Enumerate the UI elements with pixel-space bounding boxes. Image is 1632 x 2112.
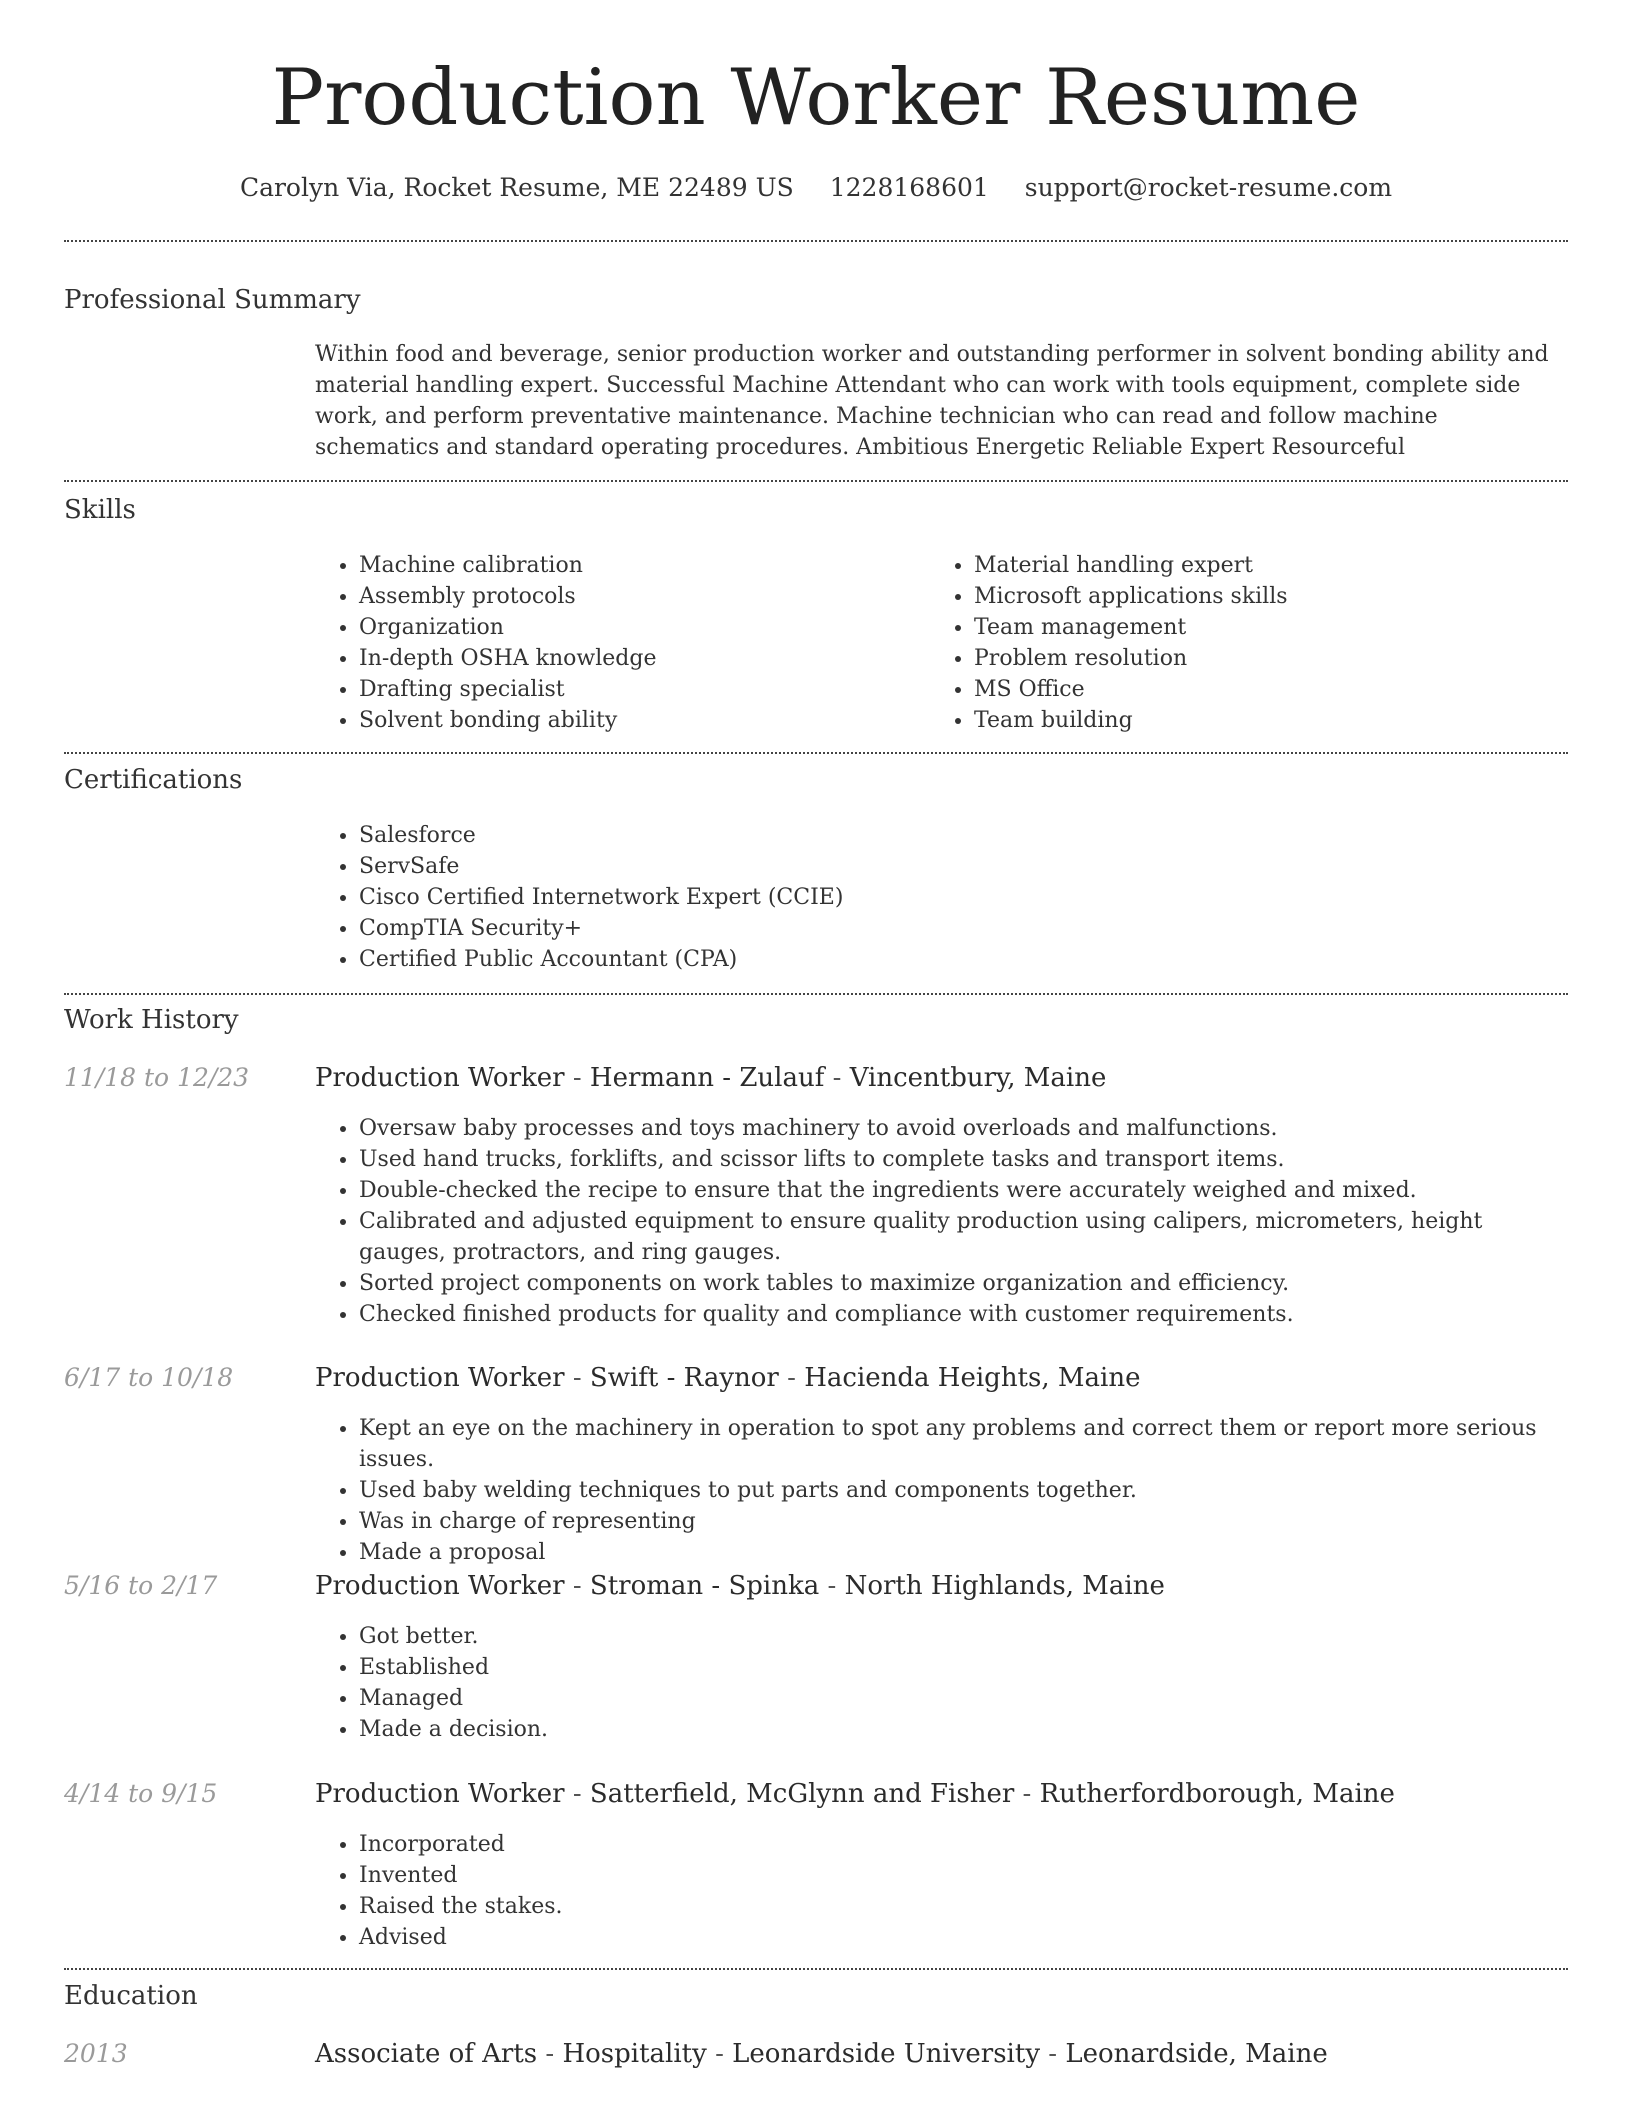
certification-item: • ServSafe: [359, 851, 1559, 882]
job-dates: 5/16 to 2/17: [64, 1571, 218, 1600]
job-title-line: Production Worker - Hermann - Zulauf - Vincentbury, Maine: [315, 1063, 1107, 1093]
contact-phone: 1228168601: [829, 173, 989, 202]
section-divider: [64, 993, 1568, 995]
job-company: Swift - Raynor: [589, 1363, 779, 1393]
summary-text: Within food and beverage, senior production worker and outstanding performer in solvent bonding ability and material handling expert. Successful Machine Attendant who can work with tools equipment, complete side work, and perform preventative maintenance. Machine technician who can read and follow machine schematics and standard operating procedures. Ambitious Energetic Reliable Expert Resourceful: [315, 342, 1549, 460]
job-title: Production Worker: [315, 1363, 565, 1393]
job-bullet: • Invented: [359, 1860, 1539, 1891]
education-heading: Education: [64, 1981, 198, 2011]
certification-item: • Cisco Certified Internetwork Expert (CCIE): [359, 882, 1559, 913]
education-location: Leonardside, Maine: [1065, 2039, 1328, 2069]
education-degree: Associate of Arts: [315, 2039, 538, 2069]
job-bullet: • Established: [359, 1652, 1539, 1683]
job-company: Stroman - Spinka: [589, 1571, 820, 1601]
skill-item: • Microsoft applications skills: [974, 581, 1574, 612]
job-title: Production Worker: [315, 1571, 565, 1601]
contact-line: [0, 170, 1632, 206]
job-bullets: [315, 1413, 1599, 1568]
job-bullets: [315, 1621, 1539, 1745]
job-dates: 11/18 to 12/23: [64, 1063, 250, 1092]
work-history-heading: Work History: [64, 1005, 239, 1035]
skills-heading: Skills: [64, 495, 136, 525]
job-location: Vincentbury, Maine: [849, 1063, 1107, 1093]
job-bullet: • Was in charge of representing: [359, 1506, 1599, 1537]
job-bullets: [315, 1829, 1539, 1953]
job-title: Production Worker: [315, 1779, 565, 1809]
education-year: 2013: [64, 2039, 128, 2068]
job-bullet: • Incorporated: [359, 1829, 1539, 1860]
job-bullet: • Managed: [359, 1683, 1539, 1714]
skill-item: • Machine calibration: [359, 550, 919, 581]
job-title-line: Production Worker - Satterfield, McGlynn and Fisher - Rutherfordborough, Maine: [315, 1779, 1395, 1809]
job-title-line: Production Worker - Swift - Raynor - Hacienda Heights, Maine: [315, 1363, 1141, 1393]
section-divider: [64, 1968, 1568, 1970]
skill-item: • In-depth OSHA knowledge: [359, 643, 919, 674]
certification-item: • Certified Public Accountant (CPA): [359, 944, 1559, 975]
job-bullet: • Advised: [359, 1922, 1539, 1953]
job-bullet: • Made a decision.: [359, 1714, 1539, 1745]
job-bullet: • Used baby welding techniques to put parts and components together.: [359, 1475, 1599, 1506]
job-company: Hermann - Zulauf: [589, 1063, 825, 1093]
skill-item: • Team management: [974, 612, 1574, 643]
job-bullet: • Raised the stakes.: [359, 1891, 1539, 1922]
job-bullet: • Sorted project components on work tables to maximize organization and efficiency.: [359, 1268, 1539, 1299]
job-bullet: • Calibrated and adjusted equipment to ensure quality production using calipers, micrometers, height gauges, protractors, and ring gauges.: [359, 1206, 1539, 1268]
skill-item: • Problem resolution: [974, 643, 1574, 674]
job-location: Rutherfordborough, Maine: [1039, 1779, 1395, 1809]
education-field: Hospitality: [562, 2039, 707, 2069]
job-bullet: • Kept an eye on the machinery in operation to spot any problems and correct them or report more serious issues.: [359, 1413, 1599, 1475]
job-bullet: • Checked finished products for quality and compliance with customer requirements.: [359, 1299, 1539, 1330]
certification-item: • Salesforce: [359, 820, 1559, 851]
job-company: Satterfield, McGlynn and Fisher: [589, 1779, 1015, 1809]
job-location: North Highlands, Maine: [844, 1571, 1165, 1601]
job-dates: 4/14 to 9/15: [64, 1779, 218, 1808]
skills-list-left: [315, 550, 919, 736]
section-divider: [64, 480, 1568, 482]
skill-item: • Solvent bonding ability: [359, 705, 919, 736]
skill-item: • Organization: [359, 612, 919, 643]
education-school: Leonardside University: [732, 2039, 1041, 2069]
contact-email[interactable]: support@rocket-resume.com: [1024, 173, 1393, 202]
contact-address: Carolyn Via, Rocket Resume, ME 22489 US: [239, 173, 794, 202]
certification-item: • CompTIA Security+: [359, 913, 1559, 944]
certifications-heading: Certifications: [64, 765, 243, 795]
job-bullet: • Double-checked the recipe to ensure that the ingredients were accurately weighed and mixed.: [359, 1175, 1539, 1206]
job-bullet: • Oversaw baby processes and toys machinery to avoid overloads and malfunctions.: [359, 1113, 1539, 1144]
skill-item: • MS Office: [974, 674, 1574, 705]
job-bullets: [315, 1113, 1539, 1330]
summary-heading: Professional Summary: [64, 285, 361, 315]
job-bullet: • Made a proposal: [359, 1537, 1599, 1568]
resume-title: Production Worker Resume: [271, 53, 1361, 143]
certifications-list: [315, 820, 1559, 975]
skills-list-right: [930, 550, 1574, 736]
skill-item: • Material handling expert: [974, 550, 1574, 581]
job-title: Production Worker: [315, 1063, 565, 1093]
skill-item: • Team building: [974, 705, 1574, 736]
skill-item: • Assembly protocols: [359, 581, 919, 612]
education-line: Associate of Arts - Hospitality - Leonardside University - Leonardside, Maine: [315, 2039, 1328, 2069]
job-bullet: • Used hand trucks, forklifts, and scissor lifts to complete tasks and transport items.: [359, 1144, 1539, 1175]
section-divider: [64, 240, 1568, 242]
job-bullet: • Got better.: [359, 1621, 1539, 1652]
skill-item: • Drafting specialist: [359, 674, 919, 705]
section-divider: [64, 752, 1568, 754]
job-title-line: Production Worker - Stroman - Spinka - North Highlands, Maine: [315, 1571, 1165, 1601]
job-dates: 6/17 to 10/18: [64, 1363, 234, 1392]
job-location: Hacienda Heights, Maine: [804, 1363, 1141, 1393]
